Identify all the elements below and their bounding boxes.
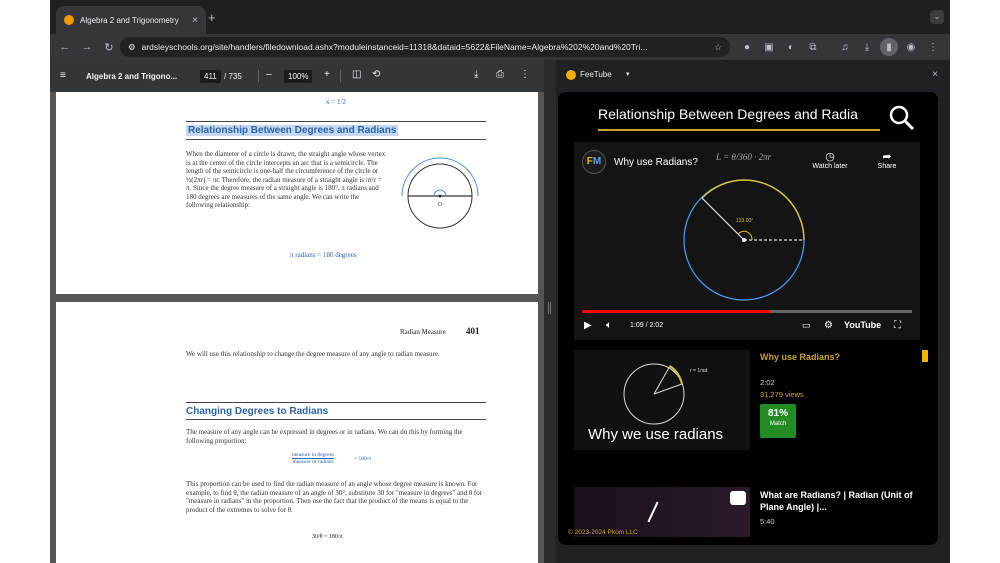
download-icon[interactable]: ⤓ [474,69,479,80]
share-button[interactable] [870,150,904,170]
video-formula: L = θ/360 · 2πr [716,152,772,162]
chevron-down-icon[interactable]: ▾ [626,71,630,78]
captions-icon[interactable]: ▭ [802,320,811,330]
pdf-page [56,302,538,563]
zoom-out-button[interactable]: – [266,69,272,80]
running-head: Radian Measure [400,328,446,336]
site-info-icon[interactable]: ⚙ [128,41,136,52]
thumbnail-line [647,502,658,523]
match-label: Match [769,421,787,427]
heading-rule [186,139,486,140]
copyright-footer: © 2023-2024 Pkom LLC [568,529,638,536]
back-button[interactable]: ← [59,41,71,53]
video-player[interactable] [574,142,920,340]
bookmark-icon[interactable] [922,350,928,362]
browser-tab[interactable] [56,6,206,34]
play-icon[interactable]: ▶ [584,320,592,331]
youtube-logo[interactable]: YouTube [844,320,882,330]
watch-later-label: Watch later [812,163,848,170]
zoom-in-button[interactable]: + [324,69,330,80]
bookmark-star-icon[interactable]: ☆ [714,41,722,52]
media-control-icon[interactable]: ♫ [841,41,849,53]
browser-toolbar [50,34,950,60]
heading-rule [186,402,486,403]
proportion-rhs: = 180/π [354,456,372,462]
page-number-input[interactable]: 411 [200,70,221,83]
side-panel-header [556,60,950,90]
tab-strip [50,0,950,34]
semicircle-diagram [394,146,490,236]
side-panel-toggle-icon[interactable]: ▮ [880,38,898,56]
forward-button[interactable]: → [81,41,93,53]
channel-avatar[interactable]: FM [582,150,606,174]
result-views: 31,279 views [760,390,804,399]
intro-paragraph: We will use this relationship to change the degree measure of any angle to radian measure. [186,350,440,358]
page-title: Relationship Between Degrees and Radia [598,106,858,122]
url-text[interactable]: ardsleyschools.org/site/handlers/filedownload.ashx?moduleinstanceid=11318&dataid=5622&FileName=Algebra%202%20and%20Tri... [141,42,648,52]
rotate-icon[interactable]: ⟲ [372,69,381,80]
body-paragraph: The measure of any angle can be expressed in degrees or in radians. We can do this by forming the following proportion: [186,428,463,445]
search-icon[interactable] [888,104,916,132]
video-thumbnail[interactable] [574,350,750,450]
proportion-numerator: measure in degrees [292,452,335,458]
toolbar-divider [258,70,259,82]
thumbnail-caption: Why we use radians [588,426,724,443]
site-selector[interactable]: FeeTube [580,70,612,79]
more-options-icon[interactable]: ⋮ [520,69,530,80]
new-tab-button[interactable]: + [208,10,216,25]
fullscreen-icon[interactable]: ⛶ [894,320,901,331]
relationship-formula: π radians = 180 degrees [290,251,357,259]
watch-later-button[interactable] [810,150,850,170]
toolbar-divider [340,70,341,82]
result-duration: 5:40 [760,517,775,526]
share-label: Share [877,163,897,170]
pdf-page [56,92,538,294]
title-underline [598,129,880,131]
body-paragraph: This proportion can be used to find the radian measure of an angle whose degree measure is known. For example, to find θ, the radian measure of an angle of 30°, substitute 30 for "measure in degrees" and θ for "measure in radians" in the proportion. Then use the fact that the product of the means is equal to the product of the extremes to solve for θ. [186,480,483,514]
close-panel-button[interactable]: × [932,69,938,80]
radian-animation [664,178,824,308]
resize-grip-icon [548,302,551,314]
page-number: 401 [466,326,480,336]
extension-icon[interactable]: ◐ [787,41,795,53]
embedded-site [558,92,938,545]
pdf-viewer [50,60,544,563]
extension-icon[interactable]: ● [743,41,751,53]
progress-fill [582,310,770,313]
top-formula: x = 1/2 [326,98,346,106]
clock-icon: ◷ [825,151,835,163]
bottom-formula: 30/θ = 180/π [312,534,343,540]
address-bar[interactable] [120,37,730,57]
thumbnail-diagram [614,358,724,428]
fit-page-icon[interactable]: ◫ [352,69,362,80]
extension-icon[interactable]: ▣ [764,41,774,53]
share-icon: ➦ [882,151,892,163]
page-total: / 735 [224,72,242,81]
tab-search-button[interactable]: ⌄ [930,10,944,24]
result-title[interactable]: What are Radians? | Radian (Unit of Plane Angle) |... [760,490,913,512]
proportion-denominator: measure in radians [292,459,334,465]
thumbnail-badge-icon [730,491,746,505]
player-controls [574,316,920,338]
proportion-formula [292,452,334,465]
body-paragraph: When the diameter of a circle is drawn, the straight angle whose vertex is at the center of the circle intercepts an arc that is a semicircle. The length of the semicircle is one-half the circumference of the circle or ½(2πr) = πr. Therefore, the radian measure of a straight angle is πr/r = π. Since the degree measure of a straight angle is 180°, π radians and 180 degrees are measures of the same angle. We can write the following relationship: [186,150,386,209]
tab-favicon [64,15,74,25]
tab-close-icon[interactable]: × [192,14,198,26]
heading-rule [186,121,486,122]
section-heading: Changing Degrees to Radians [186,406,329,417]
print-icon[interactable]: ⎙ [496,69,504,80]
section-heading: Relationship Between Degrees and Radians [188,125,397,136]
thumbnail-label: r = 1rad [690,368,708,374]
time-display: 1:09 / 2:02 [630,322,664,329]
svg-text:O: O [438,202,443,208]
site-logo-icon [566,70,576,80]
settings-icon[interactable]: ⚙ [824,320,833,331]
result-duration: 2:02 [760,378,775,387]
match-badge [760,404,796,438]
result-title[interactable]: Why use Radians? [760,352,841,362]
tab-title: Algebra 2 and Trigonometry [80,15,179,25]
pane-resize-handle[interactable] [544,60,556,563]
pdf-toolbar [50,60,544,92]
pdf-doc-title: Algebra 2 and Trigono... [86,72,178,81]
extensions-puzzle-icon[interactable]: ⧉ [809,41,817,53]
download-icon[interactable]: ⤓ [864,41,870,53]
reload-button[interactable]: ↻ [104,41,114,54]
volume-icon[interactable]: 🔈︎ [606,320,612,331]
angle-label: 133.00° [736,218,754,224]
side-panel [556,60,950,563]
browser-window [50,0,950,563]
heading-rule [186,419,486,420]
video-progress-bar[interactable] [582,310,912,313]
video-title[interactable]: Why use Radians? [614,157,698,168]
video-result-card[interactable] [574,350,930,450]
pdf-menu-icon[interactable]: ≡ [60,70,66,81]
zoom-input[interactable]: 100% [284,70,312,83]
match-percent: 81% [767,408,788,419]
more-menu-icon[interactable]: ⋮ [928,41,938,53]
profile-avatar[interactable]: ◉ [906,41,916,53]
